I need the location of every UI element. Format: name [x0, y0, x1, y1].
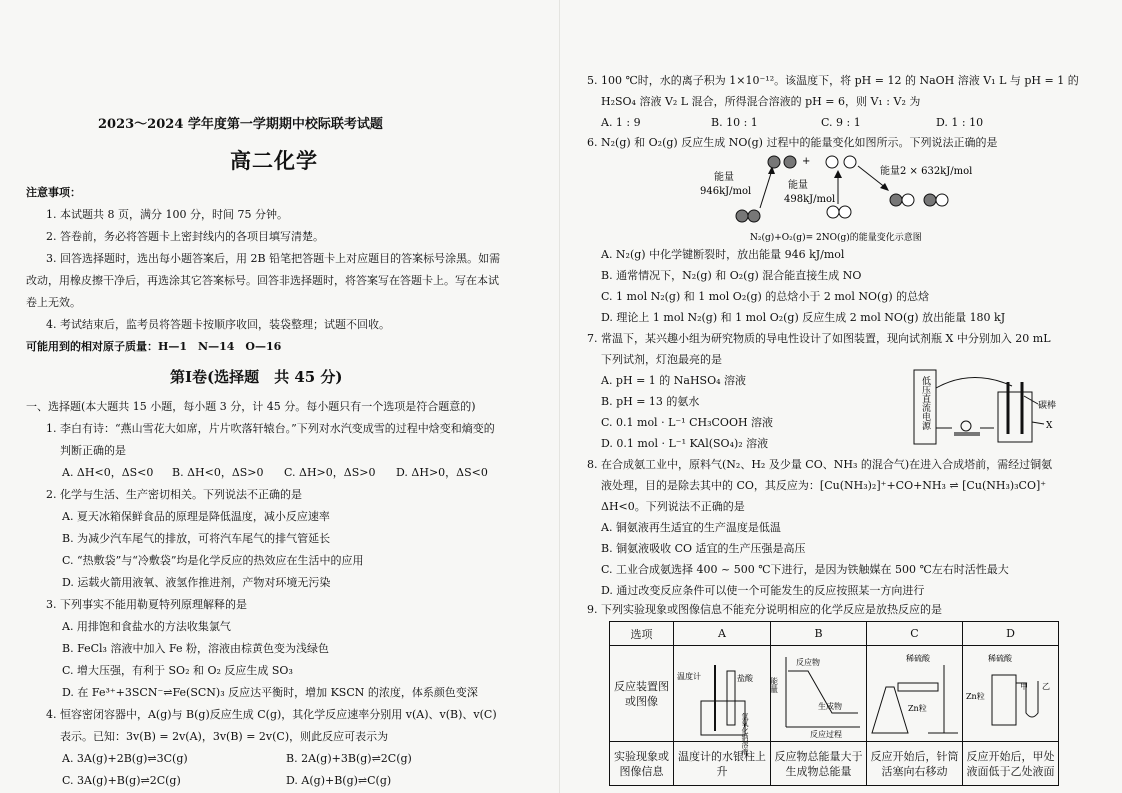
- q4-option-d: D. A(g)+B(g)⇌C(g): [286, 774, 392, 787]
- cell-device-b: [771, 646, 867, 742]
- q4-option-c: C. 3A(g)+B(g)⇌2C(g): [62, 774, 181, 787]
- notice-line-5: 卷上无效。: [26, 296, 81, 309]
- cell-info-b: [771, 742, 867, 786]
- c-flask: [872, 687, 908, 733]
- device-a-thermometer: [675, 647, 770, 755]
- q2-option-c: C. “热敷袋”与“冷敷袋”均是化学反应的热效应在生活中的应用: [62, 554, 364, 567]
- q1-stem-1: 1. 李白有诗：“燕山雪花大如席，片片吹落轩辕台。”下列对水汽变成雪的过程中焓变和熵变的: [46, 422, 495, 435]
- a-acid-label: 盐酸: [736, 673, 753, 683]
- exam-title: 2023～2024 学年度第一学期期中校际联考试题: [98, 117, 383, 132]
- q7-stem-2: 下列试剂，灯泡最亮的是: [601, 353, 722, 366]
- notice-line-6: 4. 考试结束后，监考员将答题卡按顺序收回，装袋整理；试题不回收。: [46, 318, 390, 331]
- q8-option-d: D. 通过改变反应条件可以使一个可能发生的反应按照某一方向进行: [601, 584, 925, 597]
- o-atoms: [826, 156, 856, 168]
- q3-option-d: D. 在 Fe³⁺+3SCN⁻⇌Fe(SCN)₃ 反应达平衡时，增加 KSCN 的浓度，体系颜色变深: [62, 686, 478, 699]
- n2-molecule: [736, 210, 760, 222]
- a-beaker: [701, 701, 745, 735]
- notice-line-1: 1. 本试题共 8 页，满分 100 分，时间 75 分钟。: [46, 208, 288, 221]
- q5-option-b: B. 10 : 1: [711, 116, 758, 129]
- q8-option-a: A. 铜氨液再生适宜的生产温度是低温: [601, 521, 781, 534]
- q1-option-b: B. ΔH<0，ΔS>0: [172, 466, 264, 479]
- row-device-label-text: 反应装置图或图像: [614, 679, 669, 708]
- q6-option-a: A. N₂(g) 中化学键断裂时，放出能量 946 kJ/mol: [601, 248, 845, 261]
- q4-stem-1: 4. 恒容密闭容器中，A(g)与 B(g)反应生成 C(g)，其化学反应速率分别用 v(A)、v(B)、v(C): [46, 708, 497, 721]
- q8-option-c: C. 工业合成氨选择 400 ~ 500 ℃下进行，是因为铁触媒在 500 ℃左右时活性最大: [601, 563, 1009, 576]
- q8-stem-1: 8. 在合成氨工业中，原料气(N₂、H₂ 及少量 CO、NH₃ 的混合气)在进入合成塔前，需经过铜氨: [587, 458, 1053, 471]
- cell-info-c: [867, 742, 963, 786]
- q2-option-d: D. 运载火箭用液氧、液氢作推进剂，产物对环境无污染: [62, 576, 331, 589]
- c-acid-label: 稀硫酸: [905, 653, 930, 663]
- q9-table: [609, 621, 1059, 786]
- lamp-base: [954, 432, 980, 436]
- q7-option-a: A. pH = 1 的 NaHSO₄ 溶液: [601, 374, 747, 387]
- device-b-energy-graph: [769, 647, 866, 741]
- row-device-label: [610, 646, 674, 742]
- n2-energy-label: 能量: [714, 172, 734, 183]
- a-thermo-label: 温度计: [676, 671, 701, 681]
- cell-info-a: [674, 742, 771, 786]
- table-header-b: B: [771, 622, 867, 646]
- q2-stem: 2. 化学与生活、生产密切相关。下列说法不正确的是: [46, 488, 302, 501]
- d-acid-label: 稀硫酸: [988, 653, 1012, 663]
- q6-energy-diagram: [690, 152, 990, 247]
- table-header-a: A: [674, 622, 771, 646]
- o2-energy-value: 498kJ/mol: [784, 194, 836, 205]
- atomic-mass: 可能用到的相对原子质量：H—1 N—14 O—16: [26, 340, 282, 353]
- plus-sign: +: [802, 156, 811, 167]
- circuit-wire: [936, 377, 1012, 428]
- o2-arrowhead: [834, 170, 842, 178]
- lamp-icon: [961, 421, 971, 431]
- info-b-text: 反应物总能量大于生成物总能量: [774, 750, 863, 778]
- table-header-d: D: [963, 622, 1058, 646]
- q7-option-d: D. 0.1 mol · L⁻¹ KAl(SO₄)₂ 溶液: [601, 437, 769, 450]
- b-product-label: 生成物: [817, 701, 842, 711]
- q1-stem-2: 判断正确的是: [60, 444, 126, 457]
- a-tube: [727, 671, 735, 725]
- q5-option-a: A. 1 : 9: [601, 116, 641, 129]
- q8-stem-2: 液处理，目的是除去其中的 CO，其反应为：[Cu(NH₃)₂]⁺+CO+NH₃ ⇌ [Cu(NH₃)₃CO]⁺: [601, 479, 1047, 492]
- device-c-syringe: [868, 647, 962, 741]
- no-molecules: [890, 194, 948, 206]
- d-tube: [992, 675, 1016, 725]
- q7-option-b: B. pH = 13 的氨水: [601, 395, 700, 408]
- n-atoms: [768, 156, 796, 168]
- b-process-label: 反应过程: [809, 729, 842, 739]
- q5-option-c: C. 9 : 1: [821, 116, 861, 129]
- q7-stem-1: 7. 常温下，某兴趣小组为研究物质的导电性设计了如图装置，现向试剂瓶 X 中分别加入 20 mL: [587, 332, 1051, 345]
- q5-stem-1: 5. 100 ℃时，水的离子积为 1×10⁻¹²。该温度下，将 pH = 12 的 NaOH 溶液 V₁ L 与 pH = 1 的: [587, 74, 1079, 87]
- notice-line-3: 3. 回答选择题时，选出每小题答案后，用 2B 铅笔把答题卡上对应题目的答案标号涂黑。如需: [46, 252, 501, 265]
- x-label: X: [1046, 421, 1053, 431]
- n2-energy-value: 946kJ/mol: [700, 186, 752, 197]
- o2-energy-label: 能量: [788, 180, 808, 191]
- cell-device-c: [867, 646, 963, 742]
- q7-circuit-diagram: [912, 368, 1062, 448]
- a-naoh-label: 氢氧化钠溶液: [740, 712, 749, 755]
- part1-title: 第Ⅰ卷(选择题 共 45 分): [170, 368, 343, 386]
- q9-stem: 9. 下列实验现象或图像信息不能充分说明相应的化学反应是放热反应的是: [587, 603, 942, 616]
- d-jia-label: 甲: [1020, 681, 1028, 691]
- notice-heading: 注意事项：: [26, 186, 81, 199]
- d-yi-label: 乙: [1042, 681, 1050, 691]
- q2-option-a: A. 夏天冰箱保鲜食品的原理是降低温度，减小反应速率: [62, 510, 330, 523]
- info-a-text: 温度计的水银柱上升: [678, 750, 766, 778]
- table-header-option: 选项: [610, 622, 674, 646]
- beaker-x: [998, 392, 1032, 442]
- q6-option-b: B. 通常情况下，N₂(g) 和 O₂(g) 混合能直接生成 NO: [601, 269, 862, 282]
- subject-title: 高二化学: [230, 148, 318, 173]
- q6-option-c: C. 1 mol N₂(g) 和 1 mol O₂(g) 的总焓小于 2 mol NO(g) 的总焓: [601, 290, 930, 303]
- n2-arrow: [760, 170, 772, 208]
- d-zn-label: Zn粒: [966, 691, 985, 701]
- q3-option-c: C. 增大压强，有利于 SO₂ 和 O₂ 反应生成 SO₃: [62, 664, 293, 677]
- info-d-text: 反应开始后，甲处液面低于乙处液面: [966, 750, 1055, 778]
- device-d-u-tube: [964, 647, 1057, 741]
- o2-molecule: [827, 206, 851, 218]
- info-c-text: 反应开始后，针筒活塞向右移动: [870, 750, 959, 778]
- row-info-label-text: 实验现象或图像信息: [614, 750, 669, 778]
- q2-option-b: B. 为减少汽车尾气的排放，可将汽车尾气的排气管延长: [62, 532, 331, 545]
- q3-option-a: A. 用排饱和食盐水的方法收集氯气: [62, 620, 231, 633]
- q8-option-b: B. 铜氨液吸收 CO 适宜的生产压强是高压: [601, 542, 806, 555]
- q3-stem: 3. 下列事实不能用勒夏特列原理解释的是: [46, 598, 247, 611]
- q4-stem-2: 表示。已知：3v(B) = 2v(A)，3v(B) = 2v(C)，则此反应可表示为: [60, 730, 389, 743]
- cell-device-a: [674, 646, 771, 755]
- notice-line-2: 2. 答卷前，务必将答题卡上密封线内的各项目填写清楚。: [46, 230, 324, 243]
- q5-stem-2: H₂SO₄ 溶液 V₂ L 混合，所得混合溶液的 pH = 6，则 V₁ : V₂ 为: [601, 95, 921, 108]
- c-syringe: [898, 683, 938, 691]
- q5-option-d: D. 1 : 10: [936, 116, 984, 129]
- part1-intro: 一、选择题(本大题共 15 小题，每小题 3 分，计 45 分。每小题只有一个选项是符合题意的): [26, 400, 476, 413]
- q1-option-c: C. ΔH>0，ΔS>0: [284, 466, 376, 479]
- q1-option-a: A. ΔH<0，ΔS<0: [62, 466, 154, 479]
- b-energy-label: 能量: [769, 676, 778, 693]
- page-divider: [559, 0, 560, 793]
- cell-device-d: [963, 646, 1058, 742]
- q3-option-b: B. FeCl₃ 溶液中加入 Fe 粉，溶液由棕黄色变为浅绿色: [62, 642, 329, 655]
- diagram-caption: N₂(g)+O₂(g)= 2NO(g)的能量变化示意图: [750, 233, 922, 243]
- q7-option-c: C. 0.1 mol · L⁻¹ CH₃COOH 溶液: [601, 416, 774, 429]
- q6-stem: 6. N₂(g) 和 O₂(g) 反应生成 NO(g) 过程中的能量变化如图所示。下列说法正确的是: [587, 136, 998, 149]
- power-supply-label: 低压直流电源: [920, 376, 930, 430]
- release-energy-label: 能量2 × 632kJ/mol: [880, 166, 973, 177]
- rod-pointer: [1024, 396, 1038, 404]
- b-reactant-label: 反应物: [795, 657, 820, 667]
- row-info-label: [610, 742, 674, 786]
- q4-option-b: B. 2A(g)+3B(g)⇌2C(g): [286, 752, 412, 765]
- q1-option-d: D. ΔH>0，ΔS<0: [396, 466, 488, 479]
- c-zn-label: Zn粒: [907, 703, 927, 713]
- carbon-rod-label: 碳棒: [1038, 401, 1057, 411]
- table-header-c: C: [867, 622, 963, 646]
- q6-option-d: D. 理论上 1 mol N₂(g) 和 1 mol O₂(g) 反应生成 2 mol NO(g) 放出能量 180 kJ: [601, 311, 1006, 324]
- x-pointer: [1032, 422, 1044, 424]
- q4-option-a: A. 3A(g)+2B(g)⇌3C(g): [62, 752, 188, 765]
- notice-line-4: 改动，用橡皮擦干净后，再选涂其它答案标号。回答非选择题时，将答案写在答题卡上。写在本试: [26, 274, 499, 287]
- q8-stem-3: ΔH<0。下列说法不正确的是: [601, 500, 745, 513]
- cell-info-d: [963, 742, 1058, 786]
